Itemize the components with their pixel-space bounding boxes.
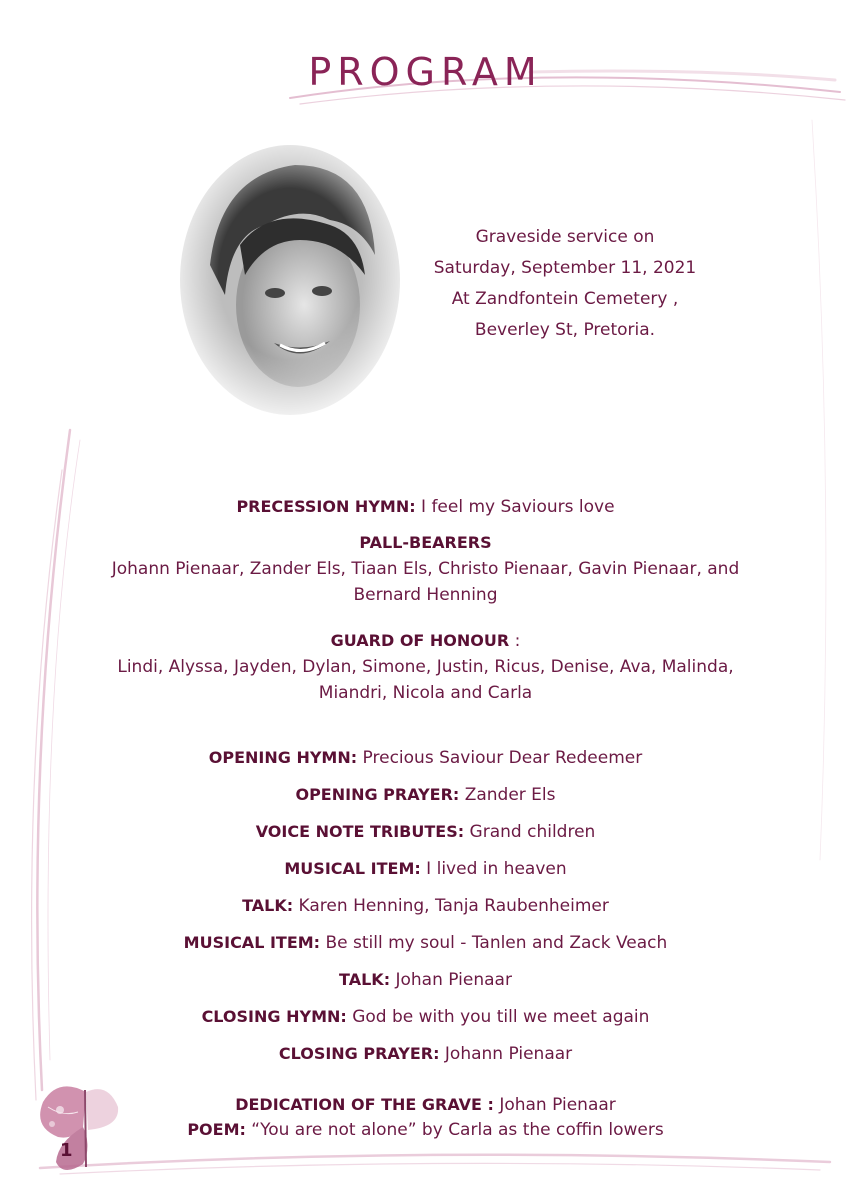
program-item xyxy=(40,748,811,768)
item-value: Precious Saviour Dear Redeemer xyxy=(357,748,643,768)
procession-hymn xyxy=(40,497,811,517)
butterfly-icon xyxy=(28,1072,138,1182)
dedication-value: Johan Pienaar xyxy=(493,1095,616,1115)
item-label: OPENING HYMN: xyxy=(208,748,358,767)
poem-value: “You are not alone” by Carla as the coffin lowers xyxy=(245,1120,664,1140)
guard-of-honour-section xyxy=(40,628,811,706)
service-line: Graveside service on xyxy=(475,227,655,247)
program-item xyxy=(40,822,811,842)
item-value: Karen Henning, Tanja Raubenheimer xyxy=(293,896,609,916)
pallbearers-names-line: Bernard Henning xyxy=(353,585,498,605)
page-number: 1 xyxy=(60,1140,73,1161)
item-label: MUSICAL ITEM: xyxy=(284,859,421,878)
service-details xyxy=(395,222,735,346)
service-address: Beverley St, Pretoria. xyxy=(474,320,656,340)
guard-of-honour-names-line: Lindi, Alyssa, Jayden, Dylan, Simone, Justin, Ricus, Denise, Ava, Malinda, xyxy=(117,657,734,677)
procession-hymn-label: PRECESSION HYMN: xyxy=(236,497,416,516)
program-item xyxy=(40,859,811,879)
guard-of-honour-label: GUARD OF HONOUR xyxy=(330,631,510,650)
pallbearers-names-line: Johann Pienaar, Zander Els, Tiaan Els, Christo Pienaar, Gavin Pienaar, and xyxy=(111,559,740,579)
item-label: CLOSING HYMN: xyxy=(201,1007,347,1026)
program-item xyxy=(40,896,811,916)
service-date: Saturday, September 11, 2021 xyxy=(433,258,697,278)
guard-of-honour-colon: : xyxy=(509,631,521,651)
item-value: I lived in heaven xyxy=(420,859,567,879)
item-label: TALK: xyxy=(339,970,391,989)
item-value: God be with you till we meet again xyxy=(346,1007,650,1027)
pallbearers-section xyxy=(40,530,811,608)
program-item xyxy=(40,933,811,953)
item-label: VOICE NOTE TRIBUTES: xyxy=(255,822,465,841)
guard-of-honour-names-line: Miandri, Nicola and Carla xyxy=(318,683,533,703)
item-value: Be still my soul - Tanlen and Zack Veach xyxy=(320,933,668,953)
item-value: Johann Pienaar xyxy=(439,1044,573,1064)
program-item xyxy=(40,1044,811,1064)
item-label: TALK: xyxy=(242,896,294,915)
portrait-photo xyxy=(170,135,410,425)
pallbearers-label: PALL-BEARERS xyxy=(359,533,492,552)
dedication-label: DEDICATION OF THE GRAVE : xyxy=(235,1095,494,1114)
poem-label: POEM: xyxy=(187,1120,246,1139)
program-item xyxy=(40,1007,811,1027)
poem xyxy=(40,1120,811,1140)
item-label: CLOSING PRAYER: xyxy=(278,1044,440,1063)
item-label: MUSICAL ITEM: xyxy=(183,933,321,952)
procession-hymn-value: I feel my Saviours love xyxy=(415,497,615,517)
program-item xyxy=(40,970,811,990)
program-item xyxy=(40,785,811,805)
dedication-of-grave xyxy=(40,1095,811,1115)
item-label: OPENING PRAYER: xyxy=(295,785,460,804)
item-value: Zander Els xyxy=(459,785,556,805)
service-venue: At Zandfontein Cemetery , xyxy=(451,289,679,309)
page-title: PROGRAM xyxy=(308,50,543,94)
item-value: Grand children xyxy=(464,822,596,842)
item-value: Johan Pienaar xyxy=(390,970,512,990)
